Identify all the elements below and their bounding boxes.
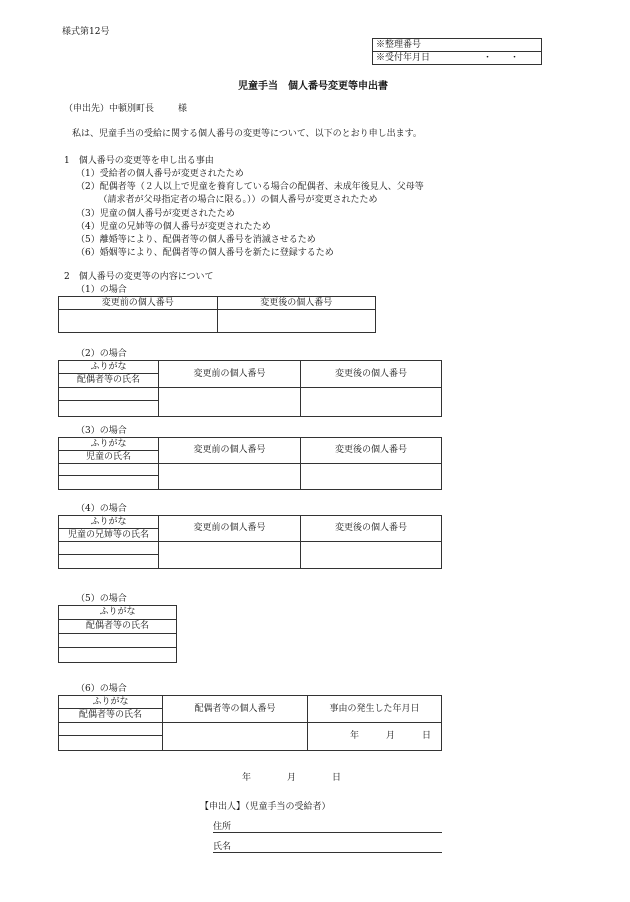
reason-item: （請求者が父母指定者の場合に限る。））の個人番号が変更されたため bbox=[76, 195, 378, 205]
office-use-box bbox=[372, 38, 542, 65]
case2-label: （2）の場合 bbox=[76, 349, 127, 359]
applicant-heading: 【申出人】（児童手当の受給者） bbox=[200, 802, 331, 812]
reason-item: （6）婚姻等により、配偶者等の個人番号を新たに登録するため bbox=[76, 248, 334, 258]
case3-name-header: 児童の氏名 bbox=[59, 451, 159, 464]
case4-before-number[interactable] bbox=[159, 542, 301, 569]
case6-number-header: 配偶者等の個人番号 bbox=[163, 696, 308, 723]
case1-after-header: 変更後の個人番号 bbox=[217, 297, 376, 310]
case5-table bbox=[58, 605, 177, 663]
case1-label: （1）の場合 bbox=[76, 285, 127, 295]
case6-date-input[interactable]: 年 月 日 bbox=[308, 723, 442, 751]
submission-date[interactable]: 年 月 日 bbox=[242, 773, 342, 783]
case2-name-input[interactable] bbox=[59, 401, 159, 417]
case3-furigana-input[interactable] bbox=[59, 464, 159, 476]
case2-table bbox=[58, 360, 442, 417]
case3-before-number[interactable] bbox=[159, 464, 301, 490]
case6-date-header: 事由の発生した年月日 bbox=[308, 696, 442, 723]
reason-item: （3）児童の個人番号が変更されたため bbox=[76, 209, 235, 219]
case2-after-number[interactable] bbox=[301, 388, 442, 417]
case2-after-header: 変更後の個人番号 bbox=[301, 361, 442, 388]
case4-furigana-header: ふりがな bbox=[59, 516, 159, 529]
section2-heading: 2 個人番号の変更等の内容について bbox=[64, 272, 214, 282]
form-title: 児童手当 個人番号変更等申出書 bbox=[238, 81, 388, 92]
case1-before-number[interactable] bbox=[59, 310, 218, 333]
case3-after-header: 変更後の個人番号 bbox=[301, 438, 442, 464]
section1-heading: 1 個人番号の変更等を申し出る事由 bbox=[64, 156, 214, 166]
case1-table bbox=[58, 296, 376, 333]
case4-name-input[interactable] bbox=[59, 555, 159, 569]
reason-item: （1）受給者の個人番号が変更されたため bbox=[76, 169, 244, 179]
address-line[interactable] bbox=[213, 832, 442, 833]
reason-item: （4）児童の兄姉等の個人番号が変更されたため bbox=[76, 222, 271, 232]
addressee-honorific: 様 bbox=[178, 104, 188, 114]
name-line[interactable] bbox=[213, 852, 442, 853]
form-number: 様式第12号 bbox=[62, 27, 110, 37]
case2-furigana-input[interactable] bbox=[59, 388, 159, 401]
case3-label: （3）の場合 bbox=[76, 426, 127, 436]
case2-before-number[interactable] bbox=[159, 388, 301, 417]
case6-name-input[interactable] bbox=[59, 736, 163, 751]
case4-name-header: 児童の兄姉等の氏名 bbox=[59, 529, 159, 542]
case5-name-header: 配偶者等の氏名 bbox=[59, 620, 177, 634]
case3-after-number[interactable] bbox=[301, 464, 442, 490]
case4-label: （4）の場合 bbox=[76, 504, 127, 514]
case2-before-header: 変更前の個人番号 bbox=[159, 361, 301, 388]
case4-before-header: 変更前の個人番号 bbox=[159, 516, 301, 542]
case6-table bbox=[58, 695, 442, 751]
name-label: 氏名 bbox=[213, 842, 232, 852]
case1-after-number[interactable] bbox=[217, 310, 376, 333]
case6-number-input[interactable] bbox=[163, 723, 308, 751]
case6-label: （6）の場合 bbox=[76, 684, 127, 694]
case3-table bbox=[58, 437, 442, 490]
case4-after-number[interactable] bbox=[301, 542, 442, 569]
case2-name-header: 配偶者等の氏名 bbox=[59, 374, 159, 388]
case4-furigana-input[interactable] bbox=[59, 542, 159, 555]
case4-table bbox=[58, 515, 442, 569]
case5-furigana-input[interactable] bbox=[59, 634, 177, 648]
intro-text: 私は、児童手当の受給に関する個人番号の変更等について、以下のとおり申し出ます。 bbox=[72, 129, 422, 139]
office-received-date: ※受付年月日 ・ ・ bbox=[373, 52, 542, 65]
case3-before-header: 変更前の個人番号 bbox=[159, 438, 301, 464]
case1-before-header: 変更前の個人番号 bbox=[59, 297, 218, 310]
case3-name-input[interactable] bbox=[59, 476, 159, 490]
reason-item: （5）離婚等により、配偶者等の個人番号を消滅させるため bbox=[76, 235, 316, 245]
case5-name-input[interactable] bbox=[59, 648, 177, 663]
address-label: 住所 bbox=[213, 822, 232, 832]
case3-furigana-header: ふりがな bbox=[59, 438, 159, 451]
case6-furigana-header: ふりがな bbox=[59, 696, 163, 709]
reason-item: （2）配偶者等（２人以上で児童を養育している場合の配偶者、未成年後見人、父母等 bbox=[76, 182, 424, 192]
case4-after-header: 変更後の個人番号 bbox=[301, 516, 442, 542]
addressee: （申出先）中頓別町長 bbox=[64, 104, 155, 114]
case5-furigana-header: ふりがな bbox=[59, 606, 177, 620]
office-ref-number: ※整理番号 bbox=[373, 39, 542, 52]
case6-name-header: 配偶者等の氏名 bbox=[59, 709, 163, 723]
case5-label: （5）の場合 bbox=[76, 594, 127, 604]
case6-furigana-input[interactable] bbox=[59, 723, 163, 736]
case2-furigana-header: ふりがな bbox=[59, 361, 159, 374]
